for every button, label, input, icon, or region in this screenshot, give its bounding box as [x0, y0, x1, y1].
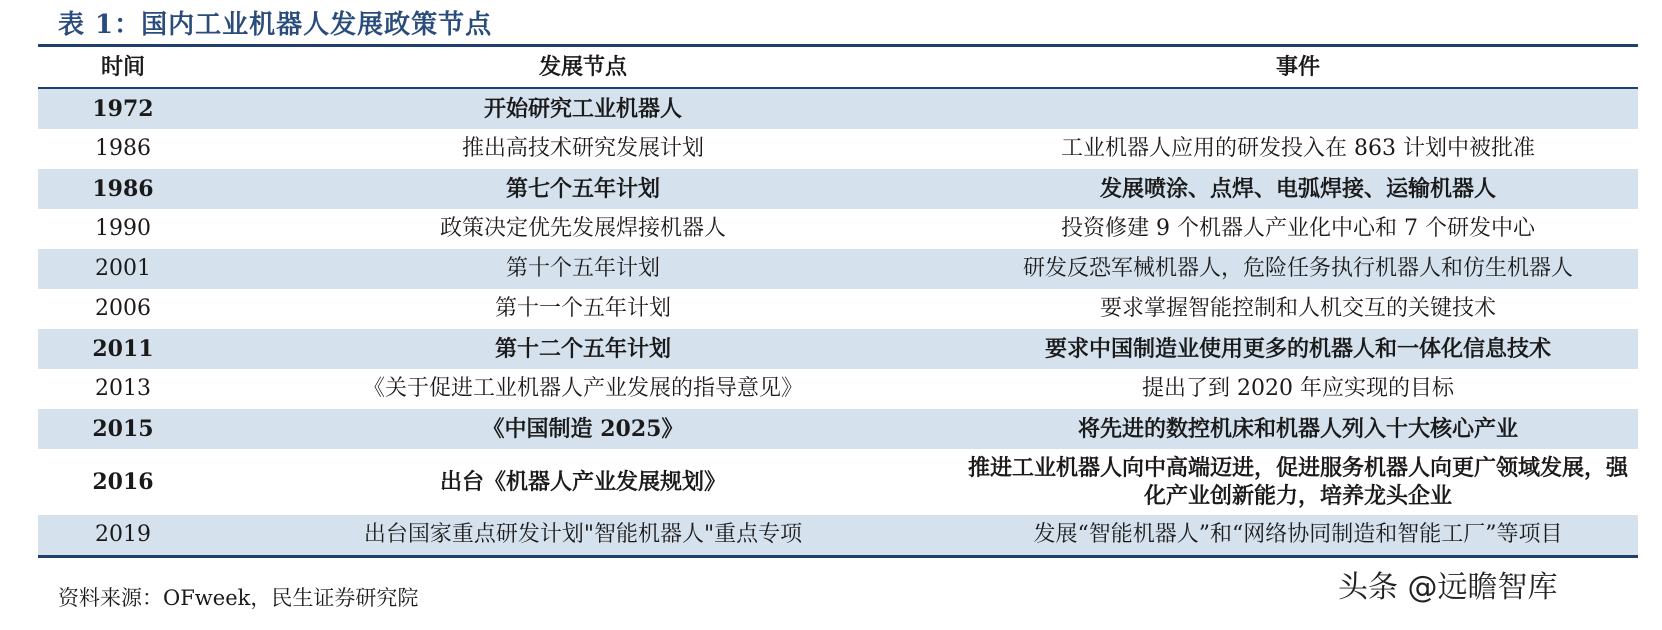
row-event: 将先进的数控机床和机器人列入十大核心产业	[1077, 416, 1518, 442]
row-year: 2006	[95, 296, 151, 321]
table-title: 表 1：国内工业机器人发展政策节点	[58, 10, 493, 40]
row-event: 研发反恐军械机器人，危险任务执行机器人和仿生机器人	[1022, 256, 1573, 281]
row-milestone: 《关于促进工业机器人产业发展的指导意见》	[362, 376, 803, 401]
table-bottom-rule	[38, 555, 1638, 558]
header-time: 时间	[100, 54, 145, 80]
policy-table	[38, 44, 1638, 558]
table-header-row	[38, 47, 1638, 87]
table-row	[38, 249, 1638, 289]
row-event: 发展“智能机器人”和“网络协同制造和智能工厂”等项目	[1033, 522, 1563, 547]
row-milestone: 政策决定优先发展焊接机器人	[439, 216, 726, 241]
row-event: 发展喷涂、点焊、电弧焊接、运输机器人	[1099, 176, 1496, 202]
row-milestone: 第十一个五年计划	[494, 296, 671, 321]
row-event: 要求掌握智能控制和人机交互的关键技术	[1099, 296, 1496, 321]
row-year: 1990	[95, 216, 151, 241]
row-year: 2015	[92, 416, 154, 442]
row-year: 2001	[95, 256, 151, 281]
table-row	[38, 289, 1638, 329]
row-milestone: 出台《机器人产业发展规划》	[439, 469, 726, 495]
row-milestone: 《中国制造 2025》	[482, 416, 684, 442]
row-year: 2013	[95, 376, 151, 401]
row-year: 1972	[92, 96, 154, 122]
row-milestone: 第七个五年计划	[505, 176, 660, 202]
table-row	[38, 515, 1638, 555]
row-year: 2016	[92, 469, 154, 495]
header-event: 事件	[1275, 54, 1320, 80]
table-row	[38, 409, 1638, 449]
table-row	[38, 369, 1638, 409]
row-event: 投资修建 9 个机器人产业化中心和 7 个研发中心	[1061, 216, 1535, 241]
row-event: 提出了到 2020 年应实现的目标	[1142, 376, 1454, 401]
row-milestone: 出台国家重点研发计划"智能机器人"重点专项	[363, 522, 803, 547]
table-row	[38, 329, 1638, 369]
row-event: 推进工业机器人向中高端迈进，促进服务机器人向更广领域发展，强化产业创新能力，培养龙头企业	[968, 455, 1629, 509]
table-row	[38, 449, 1638, 515]
watermark: 头条 @远瞻智库	[1338, 570, 1558, 605]
table-row	[38, 209, 1638, 249]
row-milestone: 推出高技术研究发展计划	[461, 136, 704, 161]
table-row	[38, 89, 1638, 129]
row-milestone: 第十二个五年计划	[494, 336, 671, 362]
row-milestone: 第十个五年计划	[505, 256, 660, 281]
row-year: 1986	[95, 136, 151, 161]
row-event: 工业机器人应用的研发投入在 863 计划中被批准	[1061, 136, 1535, 161]
table-row	[38, 169, 1638, 209]
row-event: 要求中国制造业使用更多的机器人和一体化信息技术	[1044, 336, 1551, 362]
row-year: 1986	[92, 176, 154, 202]
row-year: 2019	[95, 522, 151, 547]
row-event	[958, 89, 1638, 129]
table-row	[38, 129, 1638, 169]
row-year: 2011	[92, 336, 154, 362]
source-note: 资料来源：OFweek，民生证券研究院	[58, 586, 419, 610]
header-milestone: 发展节点	[538, 54, 627, 80]
row-milestone: 开始研究工业机器人	[483, 96, 682, 122]
